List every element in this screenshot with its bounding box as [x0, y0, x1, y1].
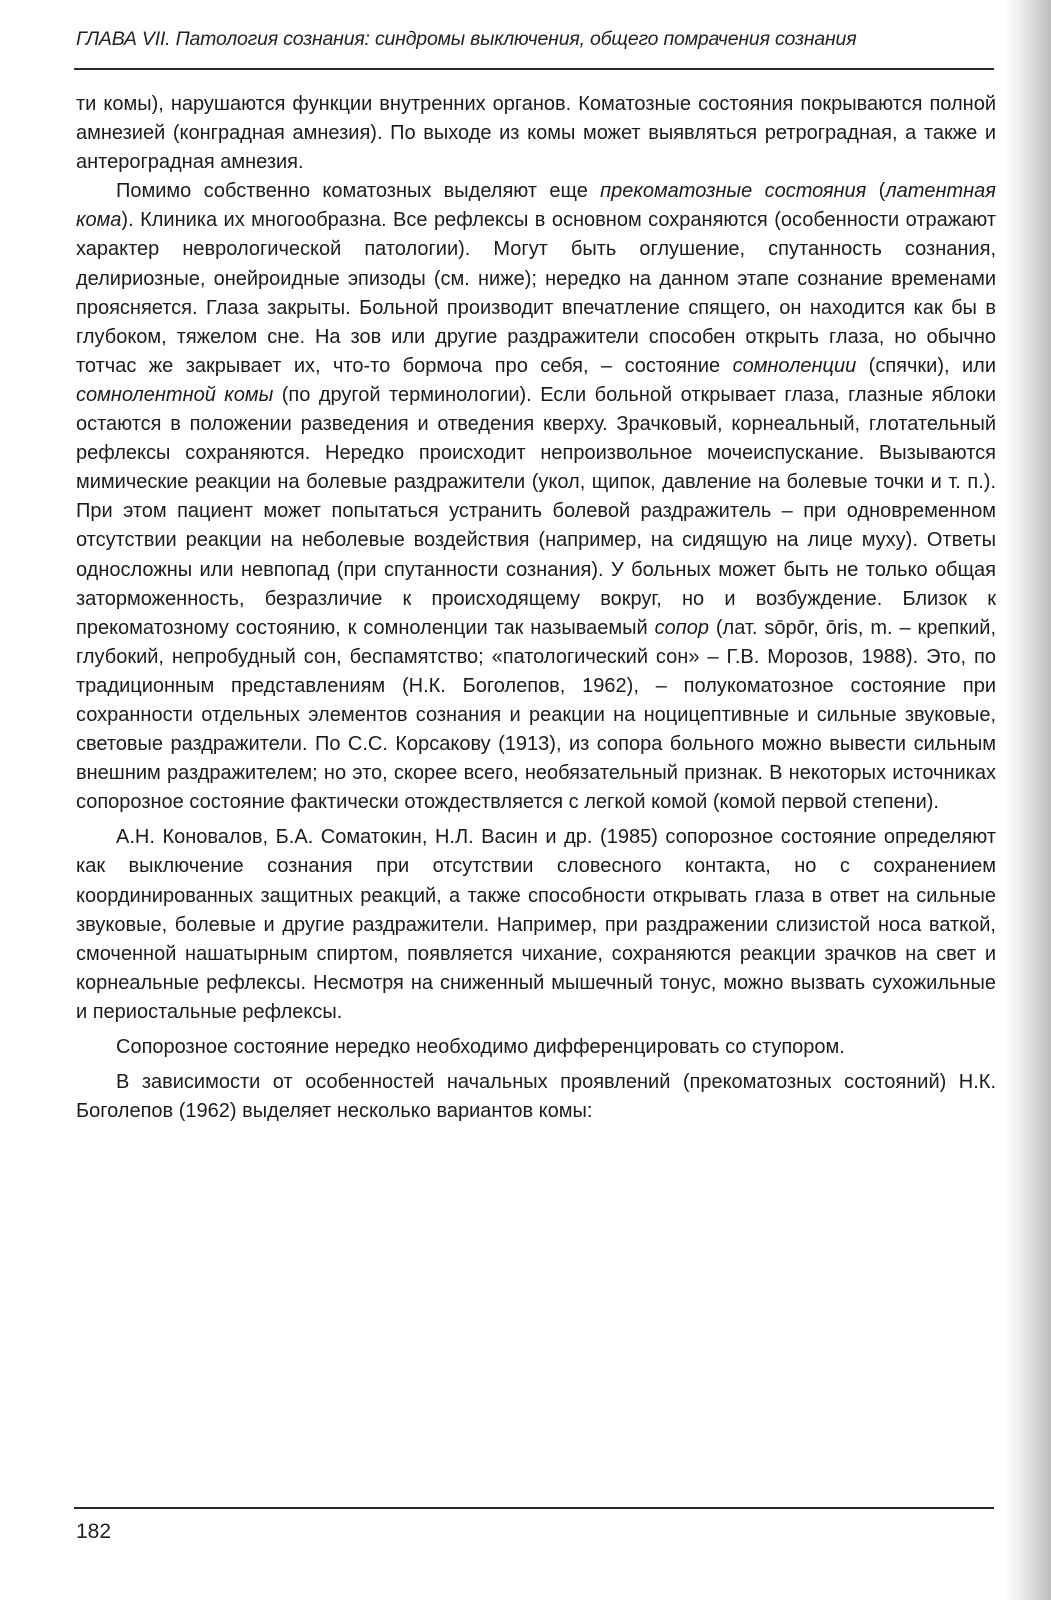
- paragraph-4: [76, 1033, 996, 1062]
- footer-rule: [74, 1507, 994, 1509]
- text-run: (по другой терминологии). Если больной открывает глаза, глазные яблоки остаются в положении разведения и отведения кверху. Зрачковый, корнеальный, глотательный рефлексы сохраняются. Нередко происходит непроизвольное мочеиспускание. Вызываются мимические реакции на болевые раздражители (укол, щипок, давление на болевые точки и т. п.). При этом пациент может попытаться устранить болевой раздражитель – при одновременном отсутствии реакции на неболевые воздействия (например, на сидящую на лице муху). Ответы односложны или невпопад (при спутанности сознания). У больных может быть не только общая заторможенность, безразличие к происходящему вокруг, но и возбуждение. Близок к прекоматозному состоянию, к сомноленции так называемый: [76, 383, 996, 639]
- header-rule: [74, 68, 994, 70]
- text-run: ти комы), нарушаются функции внутренних органов. Коматозные состояния покрываются полной амнезией (конградная амнезия). По выходе из комы может выявляться ретроградная, а также и антероградная амнезия.: [76, 93, 996, 174]
- italic-term: сопор: [654, 616, 709, 639]
- paragraph-3: [76, 823, 996, 1027]
- text-run: ). Клиника их многообразна. Все рефлексы в основном сохраняются (особенности отражают характер неврологической патологии). Могут быть оглушение, спутанность сознания, делириозные, онейроидные эпизоды (см. ниже); нередко на данном этапе сознание временами проясняется. Глаза закрыты. Больной производит впечатление спящего, он находится как бы в глубоком, тяжелом сне. На зов или другие раздражители способен открыть глаза, но обычно тотчас же закрывает их, что-то бормоча про себя, – состояние: [76, 209, 996, 377]
- italic-term: сомнолентной комы: [76, 383, 274, 406]
- paragraph-1: [76, 90, 996, 177]
- italic-term: латентная кома: [76, 180, 996, 232]
- running-header: ГЛАВА VII. Патология сознания: синдромы выключения, общего помрачения сознания: [76, 28, 857, 50]
- scan-shadow: [1005, 0, 1051, 1600]
- text-run: (: [866, 180, 886, 203]
- paragraph-2: [76, 177, 996, 817]
- text-run: Помимо собственно коматозных выделяют еще: [116, 180, 601, 203]
- text-run: Сопорозное состояние нередко необходимо дифференцировать со ступором.: [116, 1036, 845, 1058]
- text-run: А.Н. Коновалов, Б.А. Соматокин, Н.Л. Васин и др. (1985) сопорозное состояние определяют как выключение сознания при отсутствии словесного контакта, но с сохранением координированных защитных реакций, а также способности открывать глаза в ответ на сильные звуковые, болевые и другие раздражители. Например, при раздражении слизистой носа ваткой, смоченной нашатырным спиртом, появляется чихание, сохраняются реакции зрачков на свет и корнеальные рефлексы. Несмотря на сниженный мышечный тонус, можно вызвать сухожильные и периостальные рефлексы.: [76, 826, 996, 1023]
- italic-term: сомноленции: [732, 354, 857, 377]
- paragraph-5: [76, 1068, 996, 1126]
- page-body: [76, 90, 996, 1126]
- page-number: 182: [76, 1520, 112, 1543]
- text-run: (спячки), или: [856, 354, 996, 377]
- text-run: (лат. sōpōr, ōris, m. – крепкий, глубокий, непробудный сон, беспамятство; «патологический сон» – Г.В. Морозов, 1988). Это, по традиционным представлениям (Н.К. Боголепов, 1962), – полукоматозное состояние при сохранности отдельных элементов сознания и реакции на ноцицептивные и сильные звуковые, световые раздражители. По С.С. Корсакову (1913), из сопора больного можно вывести сильным внешним раздражителем; но это, скорее всего, необязательный признак. В некоторых источниках сопорозное состояние фактически отождествляется с легкой комой (комой первой степени).: [76, 616, 996, 814]
- italic-term: прекоматозные состояния: [600, 180, 867, 203]
- text-run: В зависимости от особенностей начальных проявлений (прекоматозных состояний) Н.К. Боголепов (1962) выделяет несколько вариантов комы:: [76, 1071, 996, 1123]
